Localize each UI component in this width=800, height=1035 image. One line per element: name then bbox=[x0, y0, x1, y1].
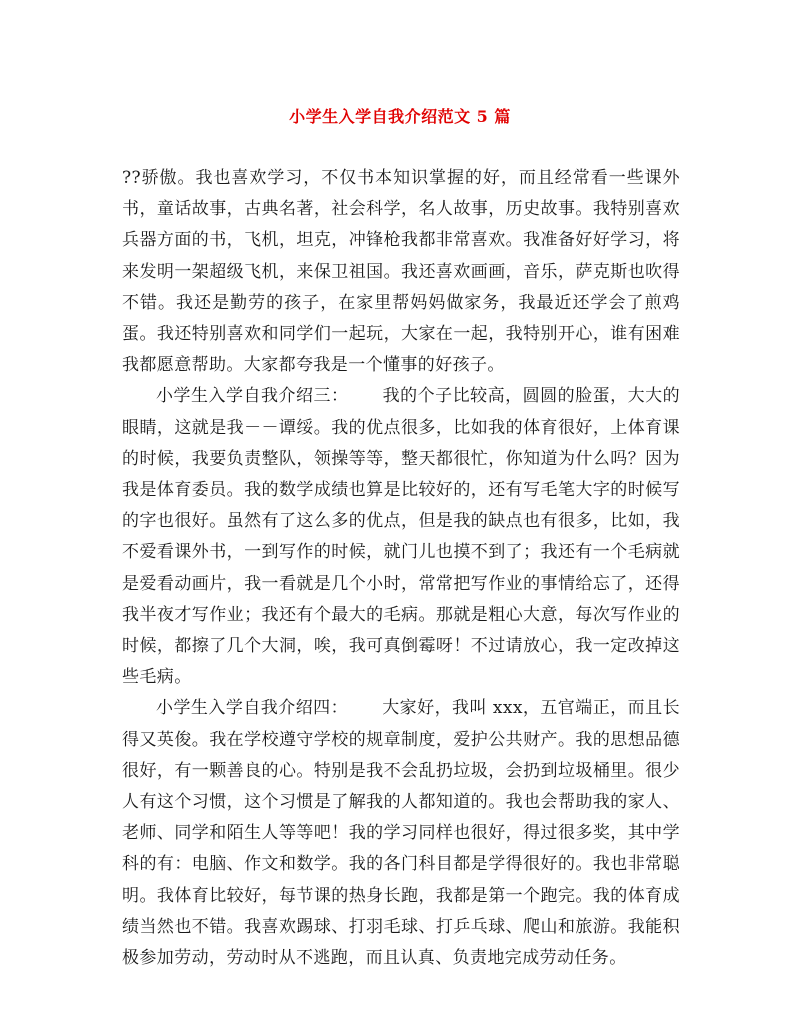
paragraph-3-text: 大家好，我叫 xxx，五官端正，而且长得又英俊。我在学校遵守学校的规章制度，爱护公共财产。我的思想品德很好，有一颗善良的心。特别是我不会乱扔垃圾，会扔到垃圾桶里。很少人有这个习惯，这个习惯是了解我的人都知道的。我也会帮助我的家人、老师、同学和陌生人等等吧！我的学习同样也很好，得过很多奖，其中学科的有：电脑、作文和数学。我的各门科目都是学得很好的。我也非常聪明。我体育比较好，每节课的热身长跑，我都是第一个跑完。我的体育成绩当然也不错。我喜欢踢球、打羽毛球、打乒乓球、爬山和旅游。我能积极参加劳动，劳动时从不逃跑，而且认真、负责地完成劳动任务。 bbox=[122, 698, 681, 969]
paragraph-1 bbox=[122, 163, 680, 381]
paragraph-3 bbox=[122, 693, 680, 974]
paragraph-2-text: 我的个子比较高，圆圆的脸蛋，大大的眼睛，这就是我－－谭绥。我的优点很多，比如我的体育很好，上体育课的时候，我要负责整队，领操等等，整天都很忙，你知道为什么吗？因为我是体育委员。我的数学成绩也算是比较好的，还有写毛笔大字的时候写的字也很好。虽然有了这么多的优点，但是我的缺点也有很多，比如，我不爱看课外书，一到写作的时候，就门儿也摸不到了；我还有一个毛病就是爱看动画片，我一看就是几个小时，常常把写作业的事情给忘了，还得我半夜才写作业；我还有个最大的毛病。那就是粗心大意，每次写作业的时候，都擦了几个大洞，唉，我可真倒霉呀！不过请放心，我一定改掉这些毛病。 bbox=[122, 386, 680, 688]
paragraph-3-heading: 小学生入学自我介绍四： bbox=[156, 698, 349, 719]
document-body bbox=[122, 163, 680, 974]
paragraph-2-heading: 小学生入学自我介绍三： bbox=[156, 386, 349, 407]
paragraph-1-text: ??骄傲。我也喜欢学习，不仅书本知识掌握的好，而且经常看一些课外书，童话故事，古典名著，社会科学，名人故事，历史故事。我特别喜欢兵器方面的书，飞机，坦克，冲锋枪我都非常喜欢。我准备好好学习，将来发明一架超级飞机，来保卫祖国。我还喜欢画画，音乐，萨克斯也吹得不错。我还是勤劳的孩子，在家里帮妈妈做家务，我最近还学会了煎鸡蛋。我还特别喜欢和同学们一起玩，大家在一起，我特别开心，谁有困难我都愿意帮助。大家都夸我是一个懂事的好孩子。 bbox=[122, 168, 680, 376]
paragraph-2 bbox=[122, 381, 680, 693]
document-title: 小学生入学自我介绍范文 5 篇 bbox=[289, 107, 511, 126]
